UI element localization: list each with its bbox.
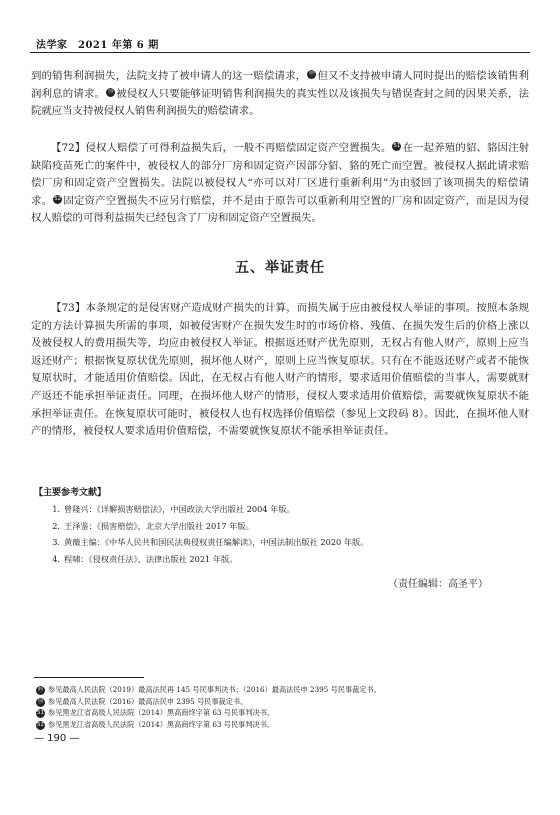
- paragraph-text: 到的销售利润损失，法院支持了被申请人的这一赔偿请求，: [31, 70, 307, 82]
- footnote-item: [36, 696, 381, 708]
- running-head: 法学家 2021 年第 6 期: [36, 40, 159, 51]
- header-rule: [30, 52, 530, 53]
- footnote-marker[interactable]: ㊾: [309, 71, 315, 77]
- footnote-text: 参见最高人民法院（2016）最高法民申 2395 号民事裁定书。: [48, 696, 248, 706]
- reference-item: [42, 534, 368, 551]
- footnote-marker[interactable]: 52: [54, 195, 62, 202]
- footnote-item: [36, 707, 381, 719]
- section-heading: 五、举证责任: [235, 260, 325, 276]
- paragraph-text: 在一起养殖的貂、貉因注射缺陷疫苗死亡的案件中，被侵权人的部分厂房和固定资产因部分貂、貉的死亡而空置。被侵权人据此请求赔偿厂房和固定资产空置损失。法院以被侵权人“亦可以对厂区进行重新利用”为由驳回了该项损失的赔偿请求。: [31, 142, 530, 207]
- footnote-item: [36, 684, 381, 696]
- paragraph-text: 被侵权人只要能够证明销售利润损失的真实性以及该损失与错误查封之间的因果关系，法院就应当支持被侵权人销售利润损失的赔偿请求。: [31, 87, 529, 118]
- footnote-mark: ㊾: [37, 687, 44, 693]
- reference-item: [42, 501, 368, 518]
- footnote-mark: ㊿: [37, 698, 44, 705]
- footnote-text: 参见最高人民法院（2019）最高法民再 145 号民事判决书；（2016）最高法民申 2395 号民事裁定书。: [48, 685, 381, 694]
- reference-number: 3.: [52, 537, 60, 547]
- footnote-text: 参见黑龙江省高级人民法院（2014）黑高商终字第 63 号民事判决书。: [48, 708, 275, 718]
- footnote-marker[interactable]: ㊿: [107, 88, 114, 95]
- footnote-text: 参见黑龙江省高级人民法院（2014）黑高商终字第 63 号民事判决书。: [48, 719, 275, 729]
- paragraph-73: 【73】本条规定的是侵害财产造成财产损失的计算，而损失属于应由被侵权人举证的事项。按照本条规定的方法计算损失所需的事项，如被侵害财产在损失发生时的市场价格、残值、在损失发生后的价格上涨以及被侵权人的费用损失等，均应由被侵权人举证。根据返还财产优先原则，无权占有他人财产，原则上应当返还财产；根据恢复原状优先原则，损坏他人财产，原则上应当恢复原状。只有在不能返还财产或者不能恢复原状时，才能适用价值赔偿。因此，在无权占有他人财产的情形，要求适用价值赔偿的当事人，需要就财产返还不能承担举证责任。同理，在损坏他人财产的情形，侵权人要求适用价值赔偿，需要就恢复原状不能承担举证责任。在恢复原状可能时，被侵权人也有权选择价值赔偿（参见上文段码 8）。因此，在损坏他人财产的情形，被侵权人要求适用价值赔偿，不需要就恢复原状不能承担举证责任。: [31, 302, 529, 438]
- footnote-mark: 51: [37, 710, 44, 717]
- paragraph-text: 但又不支持被申请人同时提出的赔偿该销售利润利息的请求。: [31, 70, 530, 100]
- footnotes: [36, 684, 381, 730]
- references-list: [42, 501, 368, 567]
- reference-number: 2.: [52, 520, 60, 531]
- reference-text: 王泽鉴：《损害赔偿》，北京大学出版社 2017 年版。: [64, 520, 254, 531]
- paragraph-text: 【72】侵权人赔偿了可得利益损失后，一般不再赔偿固定资产空置损失。: [51, 142, 392, 154]
- reference-text: 黄薇主编：《中华人民共和国民法典侵权责任编解读》，中国法制出版社 2020 年版。: [64, 537, 369, 547]
- footnote-item: [36, 719, 381, 731]
- reference-text: 曾隆兴：《详解损害赔偿法》，中国政法大学出版社 2004 年版。: [64, 504, 295, 514]
- references-heading: 【主要参考文献】: [34, 488, 107, 498]
- footnote-rule: [34, 677, 144, 678]
- paragraph-continued: [31, 68, 529, 121]
- footnote-mark: 52: [37, 721, 44, 728]
- page-number: — 190 —: [34, 733, 80, 744]
- reference-number: 1.: [52, 504, 60, 514]
- paragraph-72: [31, 140, 529, 228]
- reference-number: 4.: [52, 553, 60, 564]
- reference-item: [42, 518, 368, 535]
- responsible-editor: （责任编辑：高圣平）: [388, 579, 488, 590]
- footnote-marker[interactable]: 51: [393, 143, 401, 149]
- reference-text: 程啸：《侵权责任法》，法律出版社 2021 年版。: [64, 553, 238, 564]
- reference-item: [42, 551, 368, 568]
- paragraph-text: 固定资产空置损失不应另行赔偿，并不是由于原告可以重新利用空置的厂房和固定资产，而是因为侵权人赔偿的可得利益损失已经包含了厂房和固定资产空置损失。: [31, 194, 530, 225]
